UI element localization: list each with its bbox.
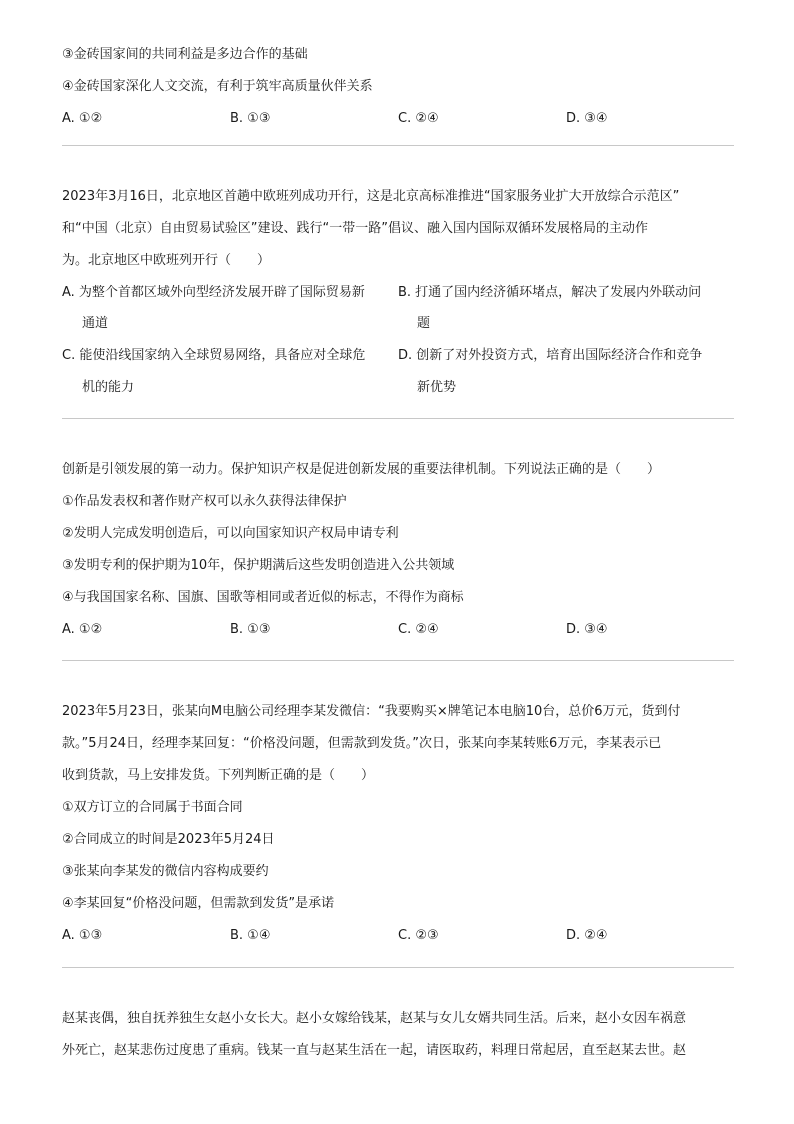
statement-4: ④李某回复“价格没问题，但需款到发货”是承诺: [62, 896, 335, 911]
option-a[interactable]: A. ①②: [62, 622, 103, 637]
statement-4: ④与我国国家名称、国旗、国歌等相同或者近似的标志，不得作为商标: [62, 590, 464, 605]
option-a[interactable]: A. 为整个首都区域外向型经济发展开辟了国际贸易新: [62, 285, 365, 300]
option-d[interactable]: D. ③④: [566, 111, 608, 126]
question-divider: [62, 418, 734, 419]
option-b[interactable]: B. ①④: [230, 928, 271, 943]
option-c-cont: 机的能力: [82, 380, 135, 395]
question-stem-line: 款。”5月24日，经理李某回复：“价格没问题，但需款到发货。”次日，张某向李某转账6万元，李某表示已: [62, 736, 662, 751]
statement-1: ①双方订立的合同属于书面合同: [62, 800, 243, 815]
statement-3: ③金砖国家间的共同利益是多边合作的基础: [62, 47, 308, 62]
question-divider: [62, 660, 734, 661]
option-c[interactable]: C. ②③: [398, 928, 439, 943]
question-stem-line: 2023年3月16日，北京地区首趟中欧班列成功开行，这是北京高标准推进“国家服务业扩大开放综合示范区”: [62, 189, 680, 204]
option-a[interactable]: A. ①②: [62, 111, 103, 126]
option-c[interactable]: C. ②④: [398, 111, 439, 126]
option-c[interactable]: C. 能使沿线国家纳入全球贸易网络，具备应对全球危: [62, 348, 366, 363]
option-b-cont: 题: [417, 316, 431, 331]
statement-2: ②发明人完成发明创造后，可以向国家知识产权局申请专利: [62, 526, 399, 541]
question-stem-line: 为。北京地区中欧班列开行（ ）: [62, 253, 271, 268]
option-b[interactable]: B. 打通了国内经济循环堵点，解决了发展内外联动问: [398, 285, 702, 300]
option-d[interactable]: D. 创新了对外投资方式，培育出国际经济合作和竞争: [398, 348, 703, 363]
question-divider: [62, 145, 734, 146]
statement-3: ③发明专利的保护期为10年，保护期满后这些发明创造进入公共领域: [62, 558, 455, 573]
question-stem: 创新是引领发展的第一动力。保护知识产权是促进创新发展的重要法律机制。下列说法正确的是（ ）: [62, 462, 661, 477]
option-a-cont: 通道: [82, 316, 109, 331]
question-divider: [62, 967, 734, 968]
statement-3: ③张某向李某发的微信内容构成要约: [62, 864, 269, 879]
statement-1: ①作品发表权和著作财产权可以永久获得法律保护: [62, 494, 347, 509]
option-d-cont: 新优势: [417, 380, 457, 395]
question-stem-line: 赵某丧偶，独自抚养独生女赵小女长大。赵小女嫁给钱某，赵某与女儿女婿共同生活。后来，赵小女因车祸意: [62, 1011, 687, 1026]
question-stem-line: 和“中国（北京）自由贸易试验区”建设、践行“一带一路”倡议、融入国内国际双循环发展格局的主动作: [62, 221, 648, 236]
option-b[interactable]: B. ①③: [230, 111, 271, 126]
option-a[interactable]: A. ①③: [62, 928, 103, 943]
question-stem-line: 外死亡，赵某悲伤过度患了重病。钱某一直与赵某生活在一起，请医取药，料理日常起居，直至赵某去世。赵: [62, 1043, 687, 1058]
option-b[interactable]: B. ①③: [230, 622, 271, 637]
statement-4: ④金砖国家深化人文交流，有利于筑牢高质量伙伴关系: [62, 79, 373, 94]
option-d[interactable]: D. ③④: [566, 622, 608, 637]
option-d[interactable]: D. ②④: [566, 928, 608, 943]
question-stem-line: 2023年5月23日，张某向M电脑公司经理李某发微信：“我要购买×牌笔记本电脑10台，总价6万元，货到付: [62, 704, 681, 719]
question-stem-line: 收到货款，马上安排发货。下列判断正确的是（ ）: [62, 768, 375, 783]
statement-2: ②合同成立的时间是2023年5月24日: [62, 832, 275, 847]
option-c[interactable]: C. ②④: [398, 622, 439, 637]
